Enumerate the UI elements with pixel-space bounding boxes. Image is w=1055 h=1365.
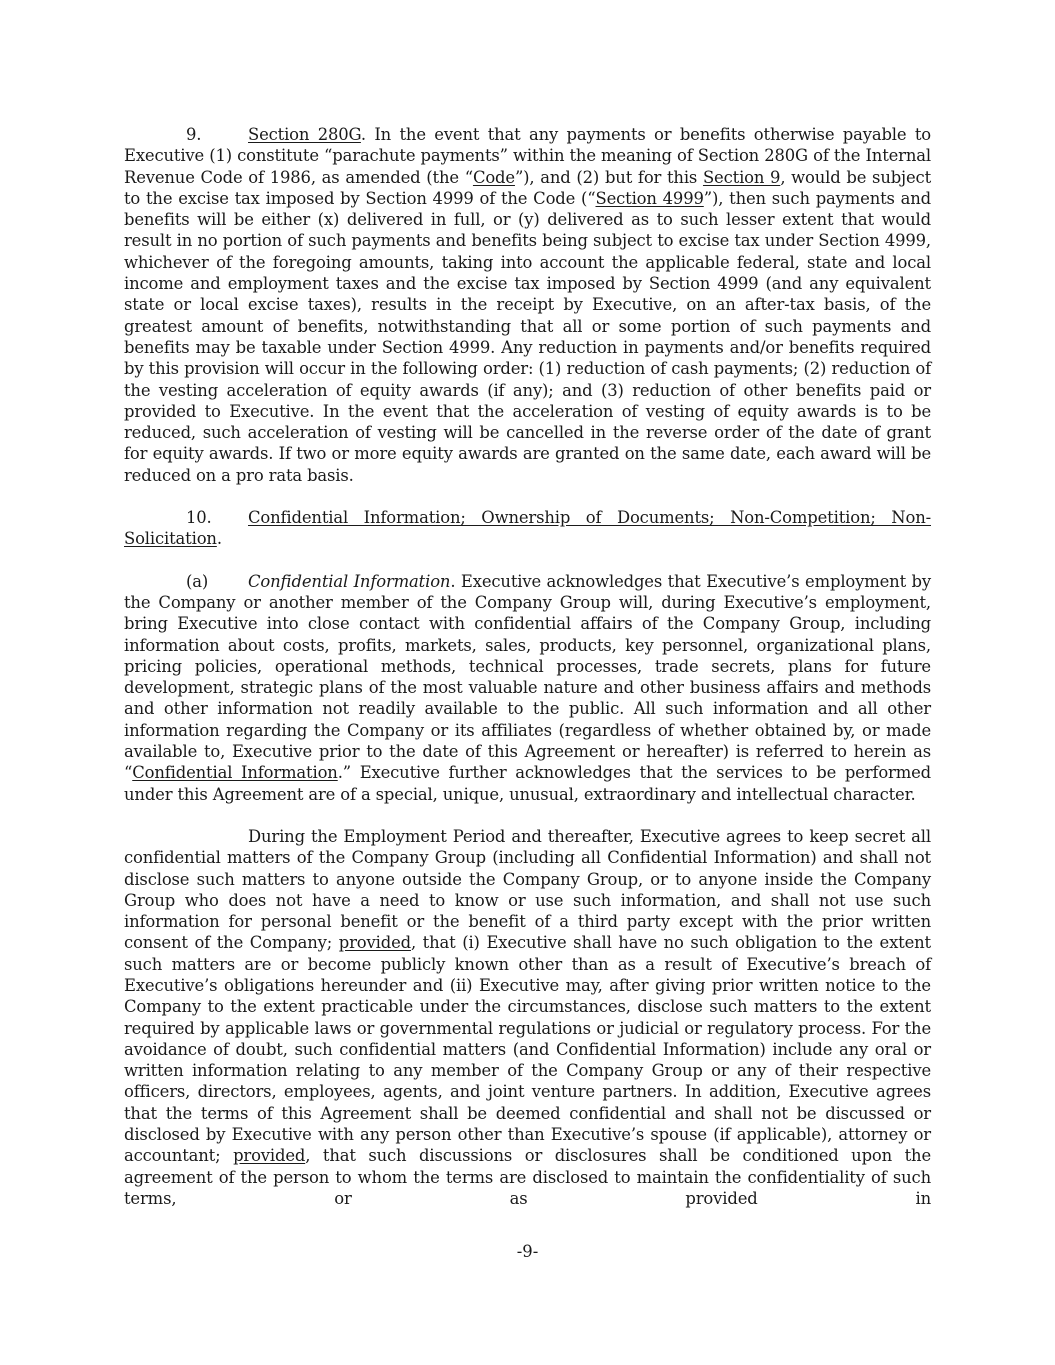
page-number: -9- (516, 1242, 539, 1261)
section-10-heading-paragraph (124, 507, 931, 550)
employment-text-1: During the Employment Period and thereafter, Executive agrees to keep secret all confidential matters of the Company Group (including all Confidential Information) and shall not disclose such matters to anyone outside the Company Group, or to anyone inside the Company Group who does not have a need to know or use such information, and shall not use such information for personal benefit or the benefit of a third party except with the prior written consent of the Company; (124, 826, 931, 953)
section-9-text-1: . In the event that any payments or benefits otherwise payable to Executive (1) constitute “parachute payments” within the meaning of Section 280G of the Internal Revenue Code of 1986, as amended (the “ (124, 125, 931, 187)
section-9-reference: Section 9 (702, 167, 781, 187)
section-9-text-4: ”), then such payments and benefits will be either (x) delivered in full, or (y) delivered as to such lesser extent that would result in no portion of such payments and benefits being subject to excise tax under Section 4999, whichever of the foregoing amounts, taking into account the applicable federal, state and local income and employment taxes and the excise tax imposed by Section 4999 (and any equivalent state or local excise taxes), results in the receipt by Executive, on an after-tax basis, of the greatest amount of benefits, notwithstanding that all or some portion of such payments and benefits may be taxable under Section 4999. Any reduction in payments and/or benefits required by this provision will occur in the following order: (1) reduction of cash payments; (2) reduction of the vesting acceleration of equity awards (if any); and (3) reduction of other benefits paid or provided to Executive. In the event that the acceleration of vesting of equity awards is to be reduced, such acceleration of vesting will be cancelled in the reverse order of the date of grant for equity awards. If two or more equity awards are granted on the same date, each award will be reduced on a pro rata basis. (124, 188, 932, 485)
document-page (124, 124, 931, 1209)
section-10a-heading: Confidential Information (248, 571, 451, 591)
section-10a-text-2: .” Executive further acknowledges that the services to be performed under this Agreement are of a special, unique, unusual, extraordinary and intellectual character. (124, 763, 932, 804)
code-defined-term: Code (472, 167, 515, 187)
section-9-paragraph (124, 124, 931, 486)
section-10a-text-1: . Executive acknowledges that Executive’s employment by the Company or another member of the Company Group will, during Executive’s employment, bring Executive into close contact with confidential affairs of the Company Group, including information about costs, profits, markets, sales, products, key personnel, organizational plans, pricing policies, operational methods, technical processes, trade secrets, plans for future development, strategic plans of the most valuable nature and other business affairs and methods and other information not readily available to the public. All such information and all other information regarding the Company or its affiliates (regardless of whether obtained by, or made available to, Executive prior to the date of this Agreement or hereafter) is referred to herein as “ (124, 571, 932, 783)
section-10a-paragraph (124, 571, 931, 805)
provided-term-2: provided (233, 1146, 306, 1166)
section-4999-defined-term: Section 4999 (595, 188, 704, 208)
confidential-information-defined-term: Confidential Information (132, 763, 338, 783)
section-10-heading-end: . (216, 529, 222, 549)
section-9-number: 9. (186, 125, 202, 144)
section-10a-label: (a) (186, 571, 209, 591)
section-9-heading: Section 280G (248, 125, 361, 144)
employment-period-paragraph (124, 826, 931, 1209)
employment-text-3: , that such discussions or disclosures shall be conditioned upon the agreement of the person to whom the terms are disclosed to maintain the confidentiality of such terms, or as provided in (124, 1146, 932, 1208)
provided-term-1: provided (338, 933, 411, 953)
section-9-text-3: , would be subject to the excise tax imposed by Section 4999 of the Code (“ (124, 167, 932, 208)
employment-text-2: , that (i) Executive shall have no such obligation to the extent such matters are or become publicly known other than as a result of Executive’s breach of Executive’s obligations hereunder and (ii) Executive may, after giving prior written notice to the Company to the extent practicable under the circumstances, disclose such matters to the extent required by applicable laws or governmental regulations or judicial or regulatory process. For the avoidance of doubt, such confidential matters (and Confidential Information) include any oral or written information relating to any member of the Company Group or any of their respective officers, directors, employees, agents, and joint venture partners. In addition, Executive agrees that the terms of this Agreement shall be deemed confidential and shall not be discussed or disclosed by Executive with any person other than Executive’s spouse (if applicable), attorney or accountant; (124, 933, 931, 1166)
section-9-text-2: ”), and (2) but for this (514, 167, 703, 187)
section-10-heading: Confidential Information; Ownership of Documents; Non-Competition; Non-Solicitation (124, 508, 931, 549)
section-10-number: 10. (186, 508, 212, 528)
